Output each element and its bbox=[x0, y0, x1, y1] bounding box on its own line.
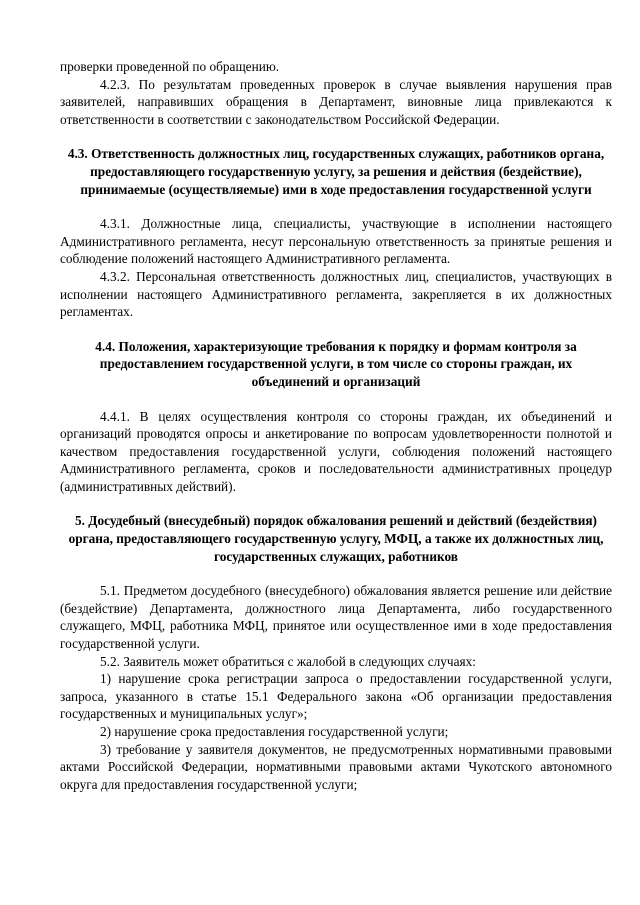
paragraph: проверки проведенной по обращению. bbox=[60, 59, 280, 74]
paragraph-4-3-2: 4.3.2. Персональная ответственность должностных лиц, специалистов, участвующих в исполнении настоящего Административного регламента, закрепляется в их должностных регламентах. bbox=[60, 268, 612, 320]
heading-4-3: 4.3. Ответственность должностных лиц, государственных служащих, работников органа, предоставляющего государственную услугу, за решения и действия (бездействие), принимаемые (осуществляемые) ими в ходе предоставления государственной услуги bbox=[67, 146, 605, 197]
paragraph-5-1: 5.1. Предметом досудебного (внесудебного) обжалования является решение или действие (бездействие) Департамента, должностного лица Департамента, либо государственного служащего, МФЦ, работника МФЦ, принятое или осуществленное ими в ходе предоставления государственной услуги. bbox=[60, 583, 612, 652]
document-page bbox=[60, 58, 612, 793]
heading-5: 5. Досудебный (внесудебный) порядок обжалования решений и действий (бездействия) органа, предоставляющего государственную услугу, МФЦ, а также их должностных лиц, государственных служащих, работников bbox=[68, 513, 604, 564]
paragraph-5-2: 5.2. Заявитель может обратиться с жалобой в следующих случаях: bbox=[100, 653, 476, 669]
heading-4-4: 4.4. Положения, характеризующие требования к порядку и формам контроля за предоставлением государственной услуги, в том числе со стороны граждан, их объединений и организаций bbox=[95, 338, 577, 389]
paragraph-4-2-3: 4.2.3. По результатам проведенных проверок в случае выявления нарушения прав заявителей, направивших обращения в Департамент, виновные лица привлекаются к ответственности в соответствии с законодательством Российской Федерации. bbox=[60, 76, 612, 127]
list-item-2: 2) нарушение срока предоставления государственной услуги; bbox=[100, 724, 449, 739]
list-item-3: 3) требование у заявителя документов, не предусмотренных нормативными правовыми актами Российской Федерации, нормативными правовыми актами Чукотского автономного округа для предоставления государственной услуги; bbox=[60, 741, 612, 792]
paragraph-4-4-1: 4.4.1. В целях осуществления контроля со стороны граждан, их объединений и организаций проводятся опросы и анкетирование по вопросам удовлетворенности полнотой и качеством предоставления государственной услуги, соблюдения положений настоящего Административного регламента, сроков и последовательности административных процедур (административных действий). bbox=[60, 408, 612, 494]
paragraph-4-3-1: 4.3.1. Должностные лица, специалисты, участвующие в исполнении настоящего Административного регламента, несут персональную ответственность за принятые решения и соблюдение положений настоящего Административного регламента. bbox=[60, 216, 612, 267]
list-item-1: 1) нарушение срока регистрации запроса о предоставлении государственной услуги, запроса, указанного в статье 15.1 Федерального закона «Об организации предоставления государственных и муниципальных услуг»; bbox=[60, 671, 612, 722]
